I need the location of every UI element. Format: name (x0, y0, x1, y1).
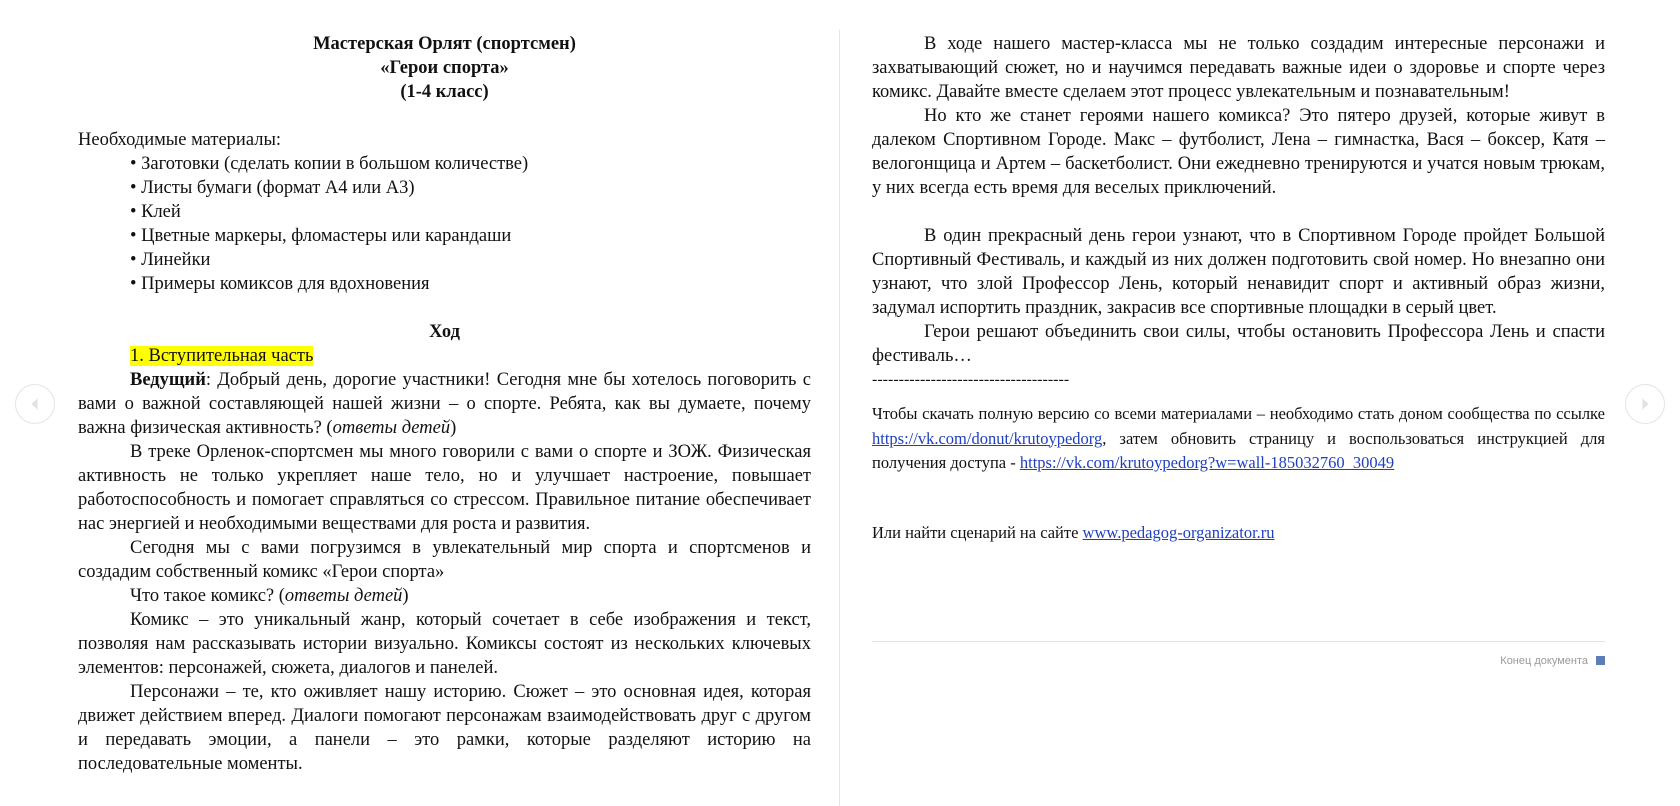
donut-link[interactable]: https://vk.com/donut/krutoypedorg (872, 428, 1103, 448)
wall-post-link[interactable]: https://vk.com/krutoypedorg?w=wall-185032760_30049 (1019, 453, 1395, 472)
end-divider (872, 641, 1605, 642)
italic-note: ответы детей (284, 586, 403, 606)
paragraph-text: ) (402, 586, 409, 606)
document-title (78, 32, 811, 104)
left-page (78, 32, 811, 776)
end-of-document (1400, 654, 1605, 668)
paragraph-text: ) (450, 418, 457, 438)
italic-note: ответы детей (332, 418, 451, 438)
chevron-left-icon (27, 396, 43, 412)
paragraph: Но кто же станет героями нашего комикса? Это пятеро друзей, которые живут в далеком Спортивном Городе. Макс – футболист, Лена – гимнастка, Вася – боксер, Катя – велогонщица и Артем – баскетболист. Они ежедневно тренируются и учатся новым трюкам, у них всегда есть время для веселых приключений. (872, 106, 1605, 198)
list-item: • Примеры комиксов для вдохновения (130, 272, 811, 296)
paragraph: Комикс – это уникальный жанр, который сочетает в себе изображения и текст, позволяя нам рассказывать истории визуально. Комиксы состоят из нескольких ключевых элементов: персонажей, сюжета, диалогов и панелей. (78, 610, 811, 678)
right-page (872, 32, 1605, 545)
section-heading-highlighted: 1. Вступительная часть (130, 346, 314, 366)
list-item: • Клей (130, 200, 811, 224)
list-item: • Заготовки (сделать копии в большом количестве) (130, 152, 811, 176)
title-line: Мастерская Орлят (спортсмен) (313, 34, 576, 54)
materials-heading: Необходимые материалы: (78, 130, 282, 150)
paragraph: Герои решают объединить свои силы, чтобы остановить Профессора Лень и спасти фестиваль… (872, 322, 1605, 366)
course-heading: Ход (429, 322, 460, 342)
page-divider (839, 30, 840, 806)
paragraph (78, 368, 811, 440)
paragraph: Сегодня мы с вами погрузимся в увлекательный мир спорта и спортсменов и создадим собственный комикс «Герои спорта» (78, 538, 811, 582)
separator-line: ------------------------------------- (872, 371, 1070, 388)
paragraph: В ходе нашего мастер-класса мы не только создадим интересные персонажи и захватывающий сюжет, но и научимся передавать важные идеи о здоровье и спорте через комикс. Давайте вместе сделаем этот процесс увлекательным и познавательным! (872, 34, 1605, 102)
paragraph-text: Что такое комикс? ( (130, 586, 285, 606)
list-item: • Линейки (130, 248, 811, 272)
paragraph-text: , затем обновить страницу и воспользоваться инструкцией для получения доступа - (872, 428, 1605, 472)
previous-page-button[interactable] (15, 384, 55, 424)
list-item: • Листы бумаги (формат А4 или А3) (130, 176, 811, 200)
title-line: (1-4 класс) (400, 82, 489, 102)
paragraph: В треке Орленок-спортсмен мы много говорили с вами о спорте и ЗОЖ. Физическая активность не только укрепляет наше тело, но и улучшает настроение, повышает работоспособность и помогает справляться со стрессом. Правильное питание обеспечивает нас энергией и необходимыми веществами для роста и развития. (78, 442, 811, 534)
site-link[interactable]: www.pedagog-organizator.ru (1082, 522, 1275, 542)
next-page-button[interactable] (1625, 384, 1665, 424)
paragraph-text: Чтобы скачать полную версию со всеми материалами – необходимо стать доном сообщества по ссылке (872, 404, 1605, 423)
end-of-document-label: Конец документа (1500, 655, 1588, 667)
speaker-label: Ведущий (130, 370, 206, 390)
chevron-right-icon (1637, 396, 1653, 412)
site-line (872, 521, 1605, 546)
list-item: • Цветные маркеры, фломастеры или карандаши (130, 224, 811, 248)
paragraph: В один прекрасный день герои узнают, что в Спортивном Городе пройдет Большой Спортивный Фестиваль, и каждый из них должен подготовить свой номер. Но внезапно они узнают, что злой Профессор Лень, который ненавидит спорт и активный образ жизни, задумал испортить праздник, закрасив все спортивные площадки в серый цвет. (872, 226, 1605, 318)
download-instructions (872, 402, 1605, 476)
paragraph-text: : Добрый день, дорогие участники! Сегодня мне бы хотелось поговорить с вами о важной составляющей нашей жизни – о спорте. Ребята, как вы думаете, почему важна физическая активность? ( (78, 370, 811, 438)
end-marker-icon (1596, 656, 1605, 665)
materials-list (78, 152, 811, 296)
paragraph-text: Или найти сценарий на сайте (872, 522, 1083, 542)
title-line: «Герои спорта» (380, 58, 509, 78)
paragraph (78, 584, 811, 608)
paragraph: Персонажи – те, кто оживляет нашу историю. Сюжет – это основная идея, которая движет действием вперед. Диалоги помогают персонажам взаимодействовать друг с другом и передавать эмоции, а панели – это рамки, которые разделяют историю на последовательные моменты. (78, 682, 811, 774)
